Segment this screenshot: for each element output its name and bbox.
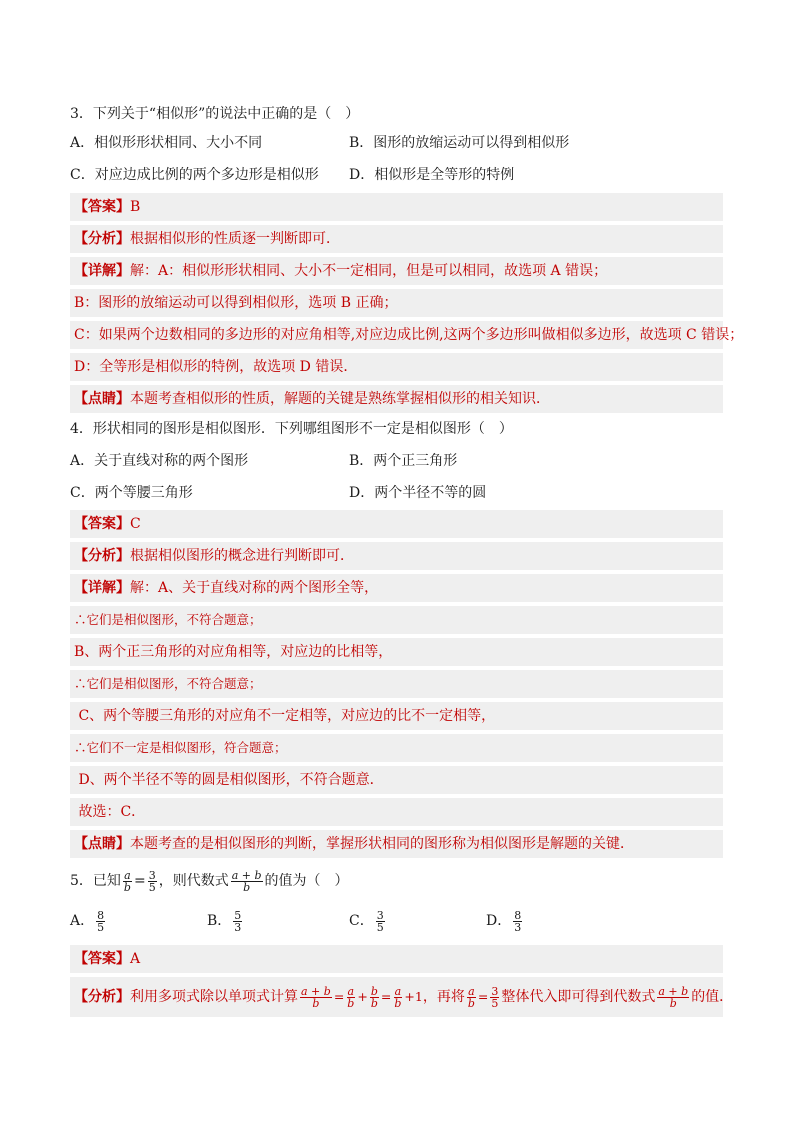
q4-detail-row-3: [70, 638, 723, 666]
q4-answer: C: [130, 516, 141, 532]
q5-calc-frac-6: $\frac{3}{5}$: [491, 984, 499, 1010]
q3-option-c: C．对应边成比例的两个多边形是相似形: [70, 167, 319, 183]
q3-detail-line: B：图形的放缩运动可以得到相似形，选项 B 正确；: [74, 295, 398, 311]
q4-detail-line: ∴它们是相似图形，不符合题意；: [74, 676, 262, 691]
q5-given-fraction: $\frac{a}{b}$: [123, 868, 131, 894]
q5-analysis-p4: 的值．: [691, 989, 734, 1005]
q3-answer: B: [130, 199, 141, 215]
q4-answer-tag: 【答案】: [74, 516, 130, 532]
q3-detail-row-2: [70, 289, 723, 317]
q4-detail-row-1: [70, 574, 723, 602]
q3-comment: 本题考查相似形的性质，解题的关键是熟练掌握相似形的相关知识．: [130, 391, 550, 407]
q4-option-d: D．两个半径不等的圆: [349, 485, 487, 501]
q5-analysis-p2: ，再将: [422, 989, 465, 1005]
q4-detail-row-2: [70, 606, 723, 634]
q5-answer-row: [70, 945, 723, 973]
q5-given-eq: =: [133, 873, 146, 889]
q5-stem-suffix: 的值为（ ）: [264, 873, 349, 889]
q4-detail-row-5: [70, 702, 723, 730]
q3-analysis-row: [70, 225, 723, 253]
q4-detail-row-7: [70, 766, 723, 794]
q3-detail-row-4: [70, 353, 723, 381]
q4-analysis: 根据相似图形的概念进行判断即可．: [130, 548, 354, 564]
q5-option-d: D． $\frac{8}{3}$: [486, 908, 522, 934]
q5-calc-frac-5: $\frac{a}{b}$: [467, 984, 475, 1010]
q5-analysis-tag: 【分析】: [74, 989, 130, 1005]
q3-analysis: 根据相似形的性质逐一判断即可．: [130, 231, 340, 247]
q5-calc-frac-3: $\frac{b}{b}$: [370, 984, 378, 1010]
q5-answer-tag: 【答案】: [74, 951, 130, 967]
q4-detail-row-6: [70, 734, 723, 762]
q3-detail-tag: 【详解】: [74, 263, 130, 279]
q3-detail-row-1: [70, 257, 723, 285]
q3-option-d: D．相似形是全等形的特例: [349, 167, 515, 183]
q5-option-c: C． $\frac{3}{5}$: [349, 908, 384, 934]
q5-stem-mid: ，则代数式: [158, 873, 229, 889]
q4-comment: 本题考查的是相似图形的判断，掌握形状相同的图形称为相似图形是解题的关键．: [130, 836, 634, 852]
q5-expression: $\frac{a + b}{b}$: [231, 868, 262, 894]
q5-calc-frac-4: $\frac{a}{b}$: [394, 984, 402, 1010]
q4-detail-line: D、两个半径不等的圆是相似图形，不符合题意．: [74, 772, 384, 788]
q5-calc-frac-2: $\frac{a}{b}$: [347, 984, 355, 1010]
q4-detail-line: ∴它们不一定是相似图形，符合题意；: [74, 740, 287, 755]
q4-detail-line: C、两个等腰三角形的对应角不一定相等，对应边的比不一定相等，: [74, 708, 496, 724]
q5-given-value: $\frac{3}{5}$: [148, 868, 156, 894]
q4-analysis-row: [70, 542, 723, 570]
q3-analysis-tag: 【分析】: [74, 231, 130, 247]
q3-option-b: B．图形的放缩运动可以得到相似形: [349, 135, 570, 151]
q3-detail-line: D：全等形是相似形的特例，故选项 D 错误．: [74, 359, 358, 375]
q4-detail-line: B、两个正三角形的对应角相等，对应边的比相等，: [74, 644, 393, 660]
q5-calc-frac-1: $\frac{a + b}{b}$: [301, 984, 331, 1010]
q4-detail-row-8: [70, 798, 723, 826]
q4-detail-tag: 【详解】: [74, 580, 130, 596]
q3-detail-line: 解：A：相似形形状相同、大小不一定相同，但是可以相同，故选项 A 错误；: [130, 263, 608, 279]
q4-option-a: A．关于直线对称的两个图形: [70, 453, 249, 469]
q5-analysis-p3: 整体代入即可得到代数式: [501, 989, 656, 1005]
q3-answer-row: [70, 193, 723, 221]
q5-stem: [70, 866, 349, 896]
q3-answer-tag: 【答案】: [74, 199, 130, 215]
q3-detail-row-3: [70, 321, 744, 349]
q4-stem: 4．形状相同的图形是相似图形．下列哪组图形不一定是相似图形（ ）: [70, 421, 513, 437]
q4-detail-row-4: [70, 670, 723, 698]
q5-analysis-p1: 利用多项式除以单项式计算: [130, 989, 298, 1005]
q3-stem: 3．下列关于“相似形”的说法中正确的是（ ）: [70, 106, 360, 122]
q4-option-b: B．两个正三角形: [349, 453, 458, 469]
q5-calc-frac-7: $\frac{a + b}{b}$: [658, 984, 689, 1010]
q3-comment-tag: 【点睛】: [74, 391, 130, 407]
q3-detail-line: C：如果两个边数相同的多边形的对应角相等,对应边成比例,这两个多边形叫做相似多边形，故选项 C 错误；: [74, 327, 744, 343]
q4-detail-line: 故选：C．: [74, 804, 146, 820]
q5-option-b: B． $\frac{5}{3}$: [207, 908, 242, 934]
q5-option-a: A． $\frac{8}{5}$: [70, 908, 105, 934]
q4-answer-row: [70, 510, 723, 538]
q3-comment-row: [70, 385, 723, 413]
q5-analysis-row: 【分析】 利用多项式除以单项式计算 $\frac{a + b}{b}$ = $\frac{a}{b}$ + $\frac{b}{b}$ = $\frac{a}{b}$ +1 ，再将 $\frac{a}{b}$ = $\frac{3}{5}$ 整体代入即可得到代数式 $\frac{a + b}{b}$ 的值．: [70, 977, 723, 1017]
q4-comment-tag: 【点睛】: [74, 836, 130, 852]
q5-stem-prefix: 5．已知: [70, 873, 121, 889]
q4-option-c: C．两个等腰三角形: [70, 485, 193, 501]
q4-analysis-tag: 【分析】: [74, 548, 130, 564]
q4-comment-row: [70, 830, 723, 858]
q3-option-a: A．相似形形状相同、大小不同: [70, 135, 263, 151]
q4-detail-line: ∴它们是相似图形，不符合题意；: [74, 612, 262, 627]
q4-detail-line: 解：A、关于直线对称的两个图形全等，: [130, 580, 379, 596]
q5-answer: A: [130, 951, 141, 967]
